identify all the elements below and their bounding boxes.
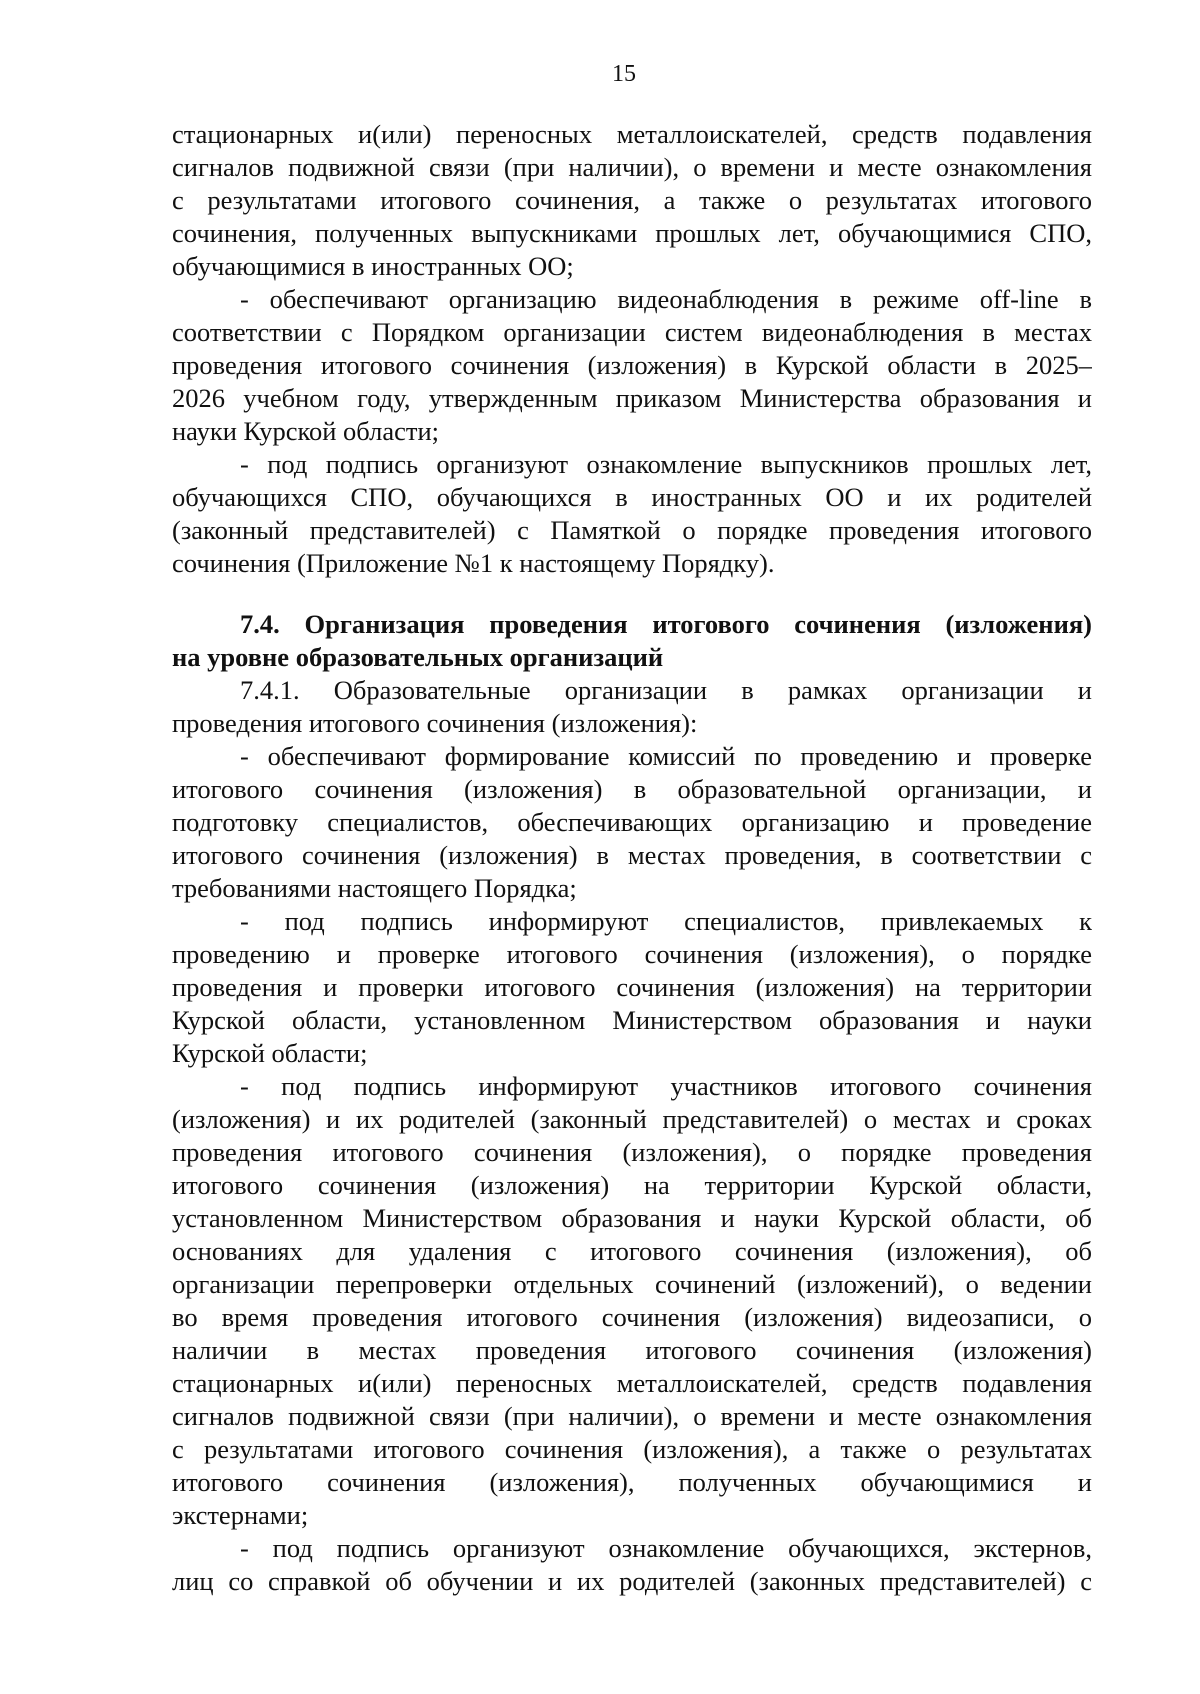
section-spacer	[172, 580, 1092, 608]
text-line: - под подпись информируют участников итогового сочинения	[240, 1071, 1092, 1101]
text-line: требованиями настоящего Порядка;	[172, 873, 577, 903]
text-line: обучающихся СПО, обучающихся в иностранных ОО и их родителей	[172, 482, 1092, 512]
text-line: проведению и проверке итогового сочинения (изложения), о порядке	[172, 939, 1092, 969]
paragraph	[172, 1070, 1092, 1532]
heading-line: 7.4. Организация проведения итогового сочинения (изложения)	[240, 609, 1092, 639]
text-line: проведения итогового сочинения (изложения) в Курской области в 2025–	[172, 350, 1092, 380]
paragraph	[172, 118, 1092, 283]
text-line: проведения и проверки итогового сочинения (изложения) на территории	[172, 972, 1092, 1002]
text-line: наличии в местах проведения итогового сочинения (изложения)	[172, 1335, 1092, 1365]
text-line: Курской области;	[172, 1038, 368, 1068]
text-line: во время проведения итогового сочинения (изложения) видеозаписи, о	[172, 1302, 1092, 1332]
text-line: установленном Министерством образования и науки Курской области, об	[172, 1203, 1092, 1233]
text-line: итогового сочинения (изложения), полученных обучающимися и	[172, 1467, 1092, 1497]
paragraph	[172, 905, 1092, 1070]
text-line: подготовку специалистов, обеспечивающих организацию и проведение	[172, 807, 1092, 837]
text-line: - обеспечивают формирование комиссий по проведению и проверке	[240, 741, 1092, 771]
text-line: итогового сочинения (изложения) на территории Курской области,	[172, 1170, 1092, 1200]
paragraph	[172, 283, 1092, 448]
text-line: итогового сочинения (изложения) в образовательной организации, и	[172, 774, 1092, 804]
paragraph	[172, 740, 1092, 905]
text-line: - под подпись организуют ознакомление обучающихся, экстернов,	[240, 1533, 1092, 1563]
text-line: обучающимися в иностранных ОО;	[172, 251, 574, 281]
text-line: науки Курской области;	[172, 416, 440, 446]
document-body	[172, 118, 1092, 1598]
text-line: с результатами итогового сочинения (изложения), а также о результатах	[172, 1434, 1092, 1464]
text-line: - под подпись информируют специалистов, привлекаемых к	[240, 906, 1092, 936]
text-line: сочинения (Приложение №1 к настоящему Порядку).	[172, 548, 775, 578]
text-line: лиц со справкой об обучении и их родителей (законных представителей) с	[172, 1566, 1092, 1596]
text-line: стационарных и(или) переносных металлоискателей, средств подавления	[172, 1368, 1092, 1398]
text-line: итогового сочинения (изложения) в местах проведения, в соответствии с	[172, 840, 1092, 870]
page-number: 15	[612, 61, 636, 87]
text-line: (законный представителей) с Памяткой о порядке проведения итогового	[172, 515, 1092, 545]
text-line: сочинения, полученных выпускниками прошлых лет, обучающимися СПО,	[172, 218, 1092, 248]
text-line: проведения итогового сочинения (изложения), о порядке проведения	[172, 1137, 1092, 1167]
paragraph	[172, 674, 1092, 740]
text-line: проведения итогового сочинения (изложения):	[172, 708, 698, 738]
text-line: 2026 учебном году, утвержденным приказом Министерства образования и	[172, 383, 1092, 413]
text-line: Курской области, установленном Министерством образования и науки	[172, 1005, 1092, 1035]
paragraph	[172, 1532, 1092, 1598]
heading-line: на уровне образовательных организаций	[172, 642, 664, 672]
text-line: экстернами;	[172, 1500, 309, 1530]
text-line: сигналов подвижной связи (при наличии), о времени и месте ознакомления	[172, 152, 1092, 182]
text-line: организации перепроверки отдельных сочинений (изложений), о ведении	[172, 1269, 1092, 1299]
text-line: сигналов подвижной связи (при наличии), о времени и месте ознакомления	[172, 1401, 1092, 1431]
text-line: - под подпись организуют ознакомление выпускников прошлых лет,	[240, 449, 1092, 479]
text-line: (изложения) и их родителей (законный представителей) о местах и сроках	[172, 1104, 1092, 1134]
text-line: основаниях для удаления с итогового сочинения (изложения), об	[172, 1236, 1092, 1266]
text-line: 7.4.1. Образовательные организации в рамках организации и	[240, 675, 1092, 705]
paragraph	[172, 448, 1092, 580]
text-line: с результатами итогового сочинения, а также о результатах итогового	[172, 185, 1092, 215]
text-line: стационарных и(или) переносных металлоискателей, средств подавления	[172, 119, 1092, 149]
text-line: - обеспечивают организацию видеонаблюдения в режиме off-line в	[240, 284, 1092, 314]
text-line: соответствии с Порядком организации систем видеонаблюдения в местах	[172, 317, 1092, 347]
section-heading	[172, 608, 1092, 674]
